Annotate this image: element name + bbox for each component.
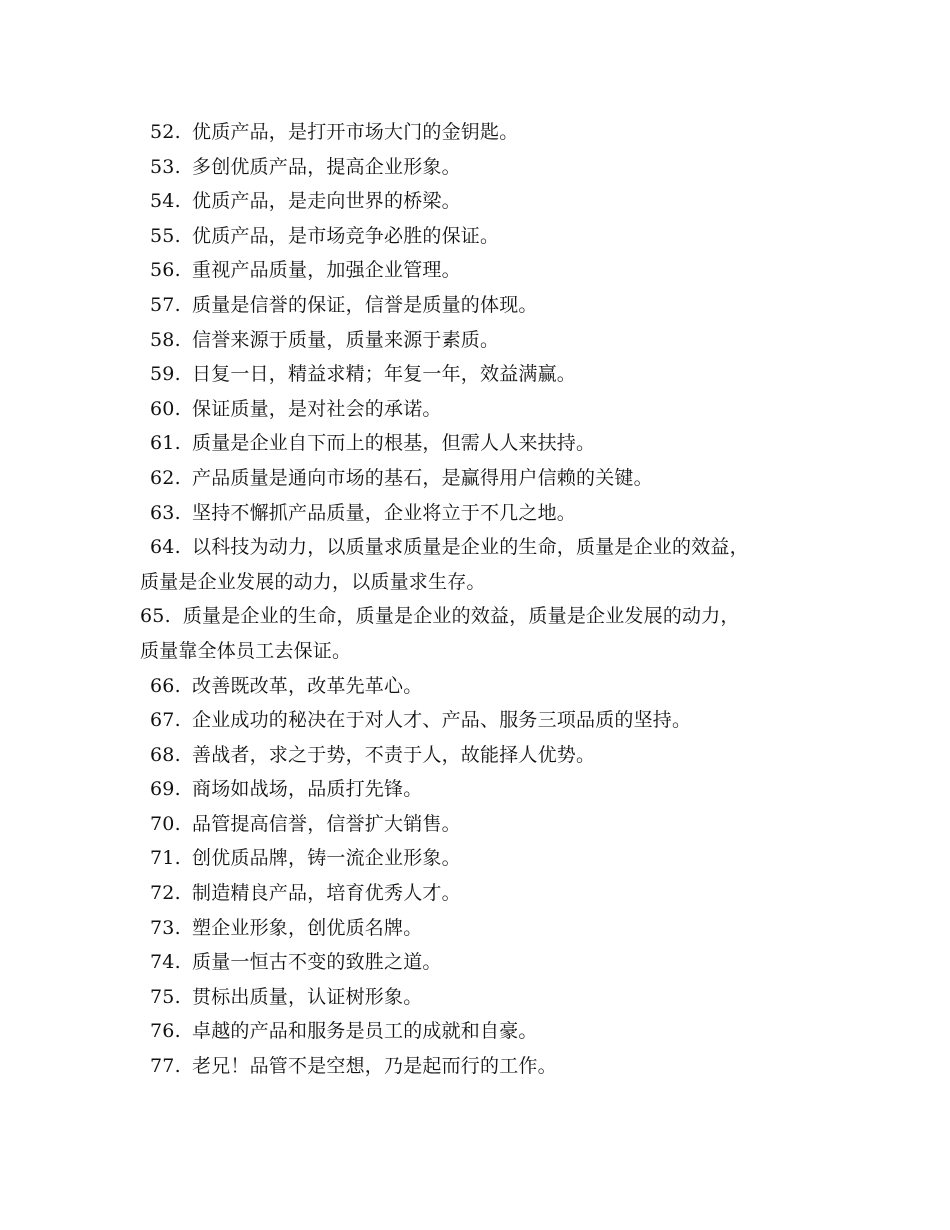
item-text: 日复一日，精益求精；年复一年，效益满赢。: [192, 363, 577, 386]
item-text: 制造精良产品，培育优秀人才。: [192, 882, 461, 905]
item-number: 77.: [150, 1055, 181, 1078]
list-item: [140, 357, 840, 392]
item-number: 61.: [150, 432, 181, 455]
list-item: [140, 323, 840, 358]
item-text: 优质产品，是打开市场大门的金钥匙。: [192, 121, 519, 143]
item-first-line: [140, 530, 840, 565]
list-item: [140, 461, 840, 496]
item-number: 64.: [150, 536, 181, 559]
item-text: 质量是企业自下而上的根基，但需人人来扶持。: [192, 432, 596, 455]
list-item: [140, 841, 840, 876]
list-item: [140, 703, 840, 738]
item-number: 54.: [150, 190, 181, 213]
item-number: 65.: [140, 605, 171, 628]
item-text: 产品质量是通向市场的基石，是赢得用户信赖的关键。: [192, 466, 653, 489]
item-number: 68.: [150, 743, 181, 766]
item-number: 69.: [150, 778, 181, 801]
item-text: 坚持不懈抓产品质量，企业将立于不几之地。: [192, 501, 577, 524]
item-number: 70.: [150, 812, 181, 835]
list-item: [140, 945, 840, 980]
list-item: [140, 911, 840, 946]
item-text: 重视产品质量，加强企业管理。: [192, 259, 461, 282]
item-text: 改善既改革，改革先革心。: [192, 674, 423, 697]
item-number: 73.: [150, 916, 181, 939]
list-item: [140, 426, 840, 461]
item-number: 74.: [150, 951, 181, 974]
list-item: [140, 1049, 840, 1084]
item-text: 质量一恒古不变的致胜之道。: [192, 951, 442, 974]
list-item: [140, 392, 840, 427]
item-number: 52.: [150, 121, 181, 143]
slogan-list: [140, 115, 840, 1084]
item-number: 56.: [150, 259, 181, 282]
item-text: 质量是信誉的保证，信誉是质量的体现。: [192, 293, 538, 316]
item-text: 善战者，求之于势，不责于人，故能择人优势。: [192, 743, 596, 766]
item-number: 76.: [150, 1020, 181, 1043]
item-number: 57.: [150, 293, 181, 316]
item-number: 62.: [150, 466, 181, 489]
list-item: [140, 807, 840, 842]
list-item: [140, 150, 840, 185]
item-text: 保证质量，是对社会的承诺。: [192, 397, 442, 420]
item-number: 58.: [150, 328, 181, 351]
item-text: 贯标出质量，认证树形象。: [192, 985, 423, 1008]
item-number: 53.: [150, 155, 181, 178]
item-number: 63.: [150, 501, 181, 524]
item-number: 72.: [150, 882, 181, 905]
list-item: [140, 530, 840, 599]
item-continuation: 质量是企业发展的动力，以质量求生存。: [140, 570, 486, 593]
list-item: [140, 496, 840, 531]
item-number: 60.: [150, 397, 181, 420]
item-number: 75.: [150, 985, 181, 1008]
list-item: [140, 219, 840, 254]
item-text: 信誉来源于质量，质量来源于素质。: [192, 328, 500, 351]
item-number: 71.: [150, 847, 181, 870]
item-number: 55.: [150, 224, 181, 247]
item-number: 59.: [150, 363, 181, 386]
list-item: [140, 253, 840, 288]
item-text: 多创优质产品，提高企业形象。: [192, 155, 461, 178]
list-item: [140, 599, 840, 668]
item-continuation: 质量靠全体员工去保证。: [140, 639, 352, 662]
item-first-line: [140, 599, 840, 634]
list-item: [140, 980, 840, 1015]
item-text: 卓越的产品和服务是员工的成就和自豪。: [192, 1020, 538, 1043]
list-item: [140, 115, 840, 150]
item-text: 创优质品牌，铸一流企业形象。: [192, 847, 461, 870]
item-text: 老兄！品管不是空想，乃是起而行的工作。: [192, 1055, 557, 1078]
list-item: [140, 876, 840, 911]
list-item: [140, 772, 840, 807]
item-text: 优质产品，是市场竞争必胜的保证。: [192, 224, 500, 247]
list-item: [140, 669, 840, 704]
list-item: [140, 738, 840, 773]
item-number: 66.: [150, 674, 181, 697]
item-text: 商场如战场，品质打先锋。: [192, 778, 423, 801]
list-item: [140, 288, 840, 323]
list-item: [140, 184, 840, 219]
item-text: 以科技为动力，以质量求质量是企业的生命，质量是企业的效益，: [192, 536, 749, 559]
item-text: 品管提高信誉，信誉扩大销售。: [192, 812, 461, 835]
list-item: [140, 1014, 840, 1049]
item-text: 优质产品，是走向世界的桥梁。: [192, 190, 461, 213]
item-text: 企业成功的秘决在于对人才、产品、服务三项品质的坚持。: [192, 709, 692, 732]
item-number: 67.: [150, 709, 181, 732]
item-text: 塑企业形象，创优质名牌。: [192, 916, 423, 939]
item-text: 质量是企业的生命，质量是企业的效益，质量是企业发展的动力，: [182, 605, 740, 628]
